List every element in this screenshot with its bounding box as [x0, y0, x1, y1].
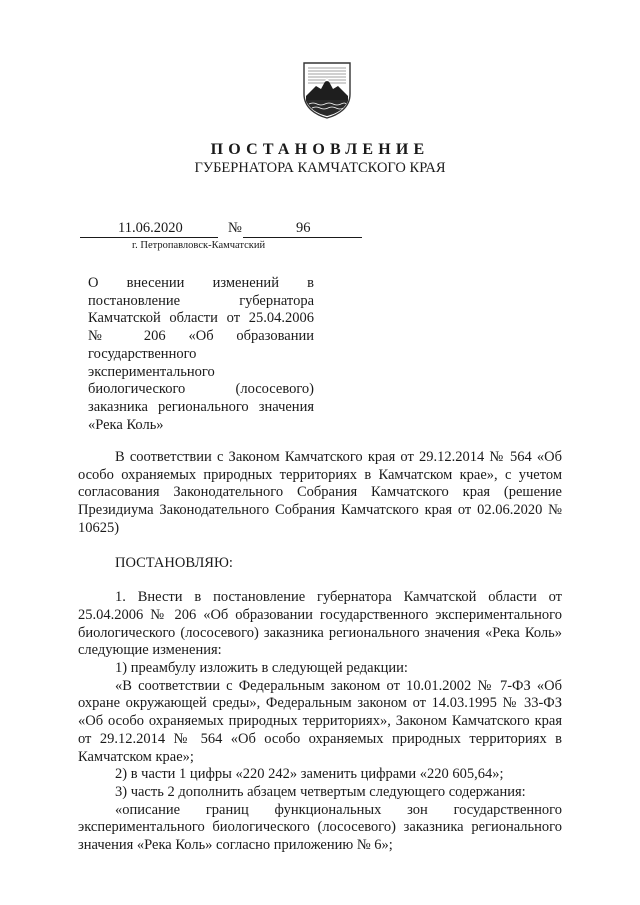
document-subject	[88, 275, 314, 434]
subitem-2-paragraph: 2) в части 1 цифры «220 242» заменить цифрами «220 605,64»;	[115, 766, 504, 783]
subject-line: постановление губернатора	[88, 292, 314, 309]
subject-line: «Река Коль»	[88, 416, 164, 433]
item-1-paragraph: 1. Внести в постановление губернатора Камчатской области от 25.04.2006 № 206 «Об образовании государственного экспериментального биологического (лососевого) заказника регионального значения «Река Коль» следующие изменения:	[78, 589, 562, 659]
subject-line: О внесении изменений в	[88, 275, 314, 291]
document-body	[78, 449, 562, 855]
document-number: 96	[296, 220, 311, 236]
quote-2-paragraph: «описание границ функциональных зон государственного экспериментального биологического (лососевого) заказника регионального значения «Река Коль» согласно приложению № 6»;	[78, 801, 562, 854]
subitem-1-paragraph: 1) преамбулу изложить в следующей редакции:	[115, 660, 408, 677]
subject-line: государственного	[88, 345, 197, 362]
subject-line: Камчатской области от 25.04.2006	[88, 310, 314, 327]
number-sign: №	[228, 220, 242, 236]
subject-line: биологического (лососевого)	[88, 381, 314, 398]
subject-line: экспериментального	[88, 363, 215, 380]
number-underline	[243, 237, 362, 238]
document-issuer: ГУБЕРНАТОРА КАМЧАТСКОГО КРАЯ	[194, 160, 446, 176]
preamble-paragraph: В соответствии с Законом Камчатского края от 29.12.2014 № 564 «Об особо охраняемых природных территориях в Камчатском крае», с учетом согласования Законодательного Собрания Камчатского края (решение Президиума Законодательного Собрания Камчатского края от 02.06.2020 № 10625)	[78, 449, 562, 536]
subitem-3-paragraph: 3) часть 2 дополнить абзацем четвертым следующего содержания:	[115, 783, 526, 800]
issue-place: г. Петропавловск-Камчатский	[132, 240, 266, 251]
subject-line: заказника регионального значения	[88, 398, 314, 415]
decree-word: ПОСТАНОВЛЯЮ:	[115, 554, 233, 571]
document-date: 11.06.2020	[118, 220, 183, 236]
document-title: ПОСТАНОВЛЕНИЕ	[210, 141, 430, 158]
date-underline	[80, 237, 218, 238]
subject-line: № 206 «Об образовании	[88, 328, 314, 345]
kamchatka-coat-of-arms-icon	[300, 60, 354, 120]
quote-1-paragraph: «В соответствии с Федеральным законом от 10.01.2002 № 7-ФЗ «Об охране окружающей среды», Федеральным законом от 14.03.1995 № 33-ФЗ «Об особо охраняемых природных территориях», Законом Камчатского края от 29.12.2014 № 564 «Об особо охраняемых природных территориях в Камчатском крае»;	[78, 677, 562, 765]
